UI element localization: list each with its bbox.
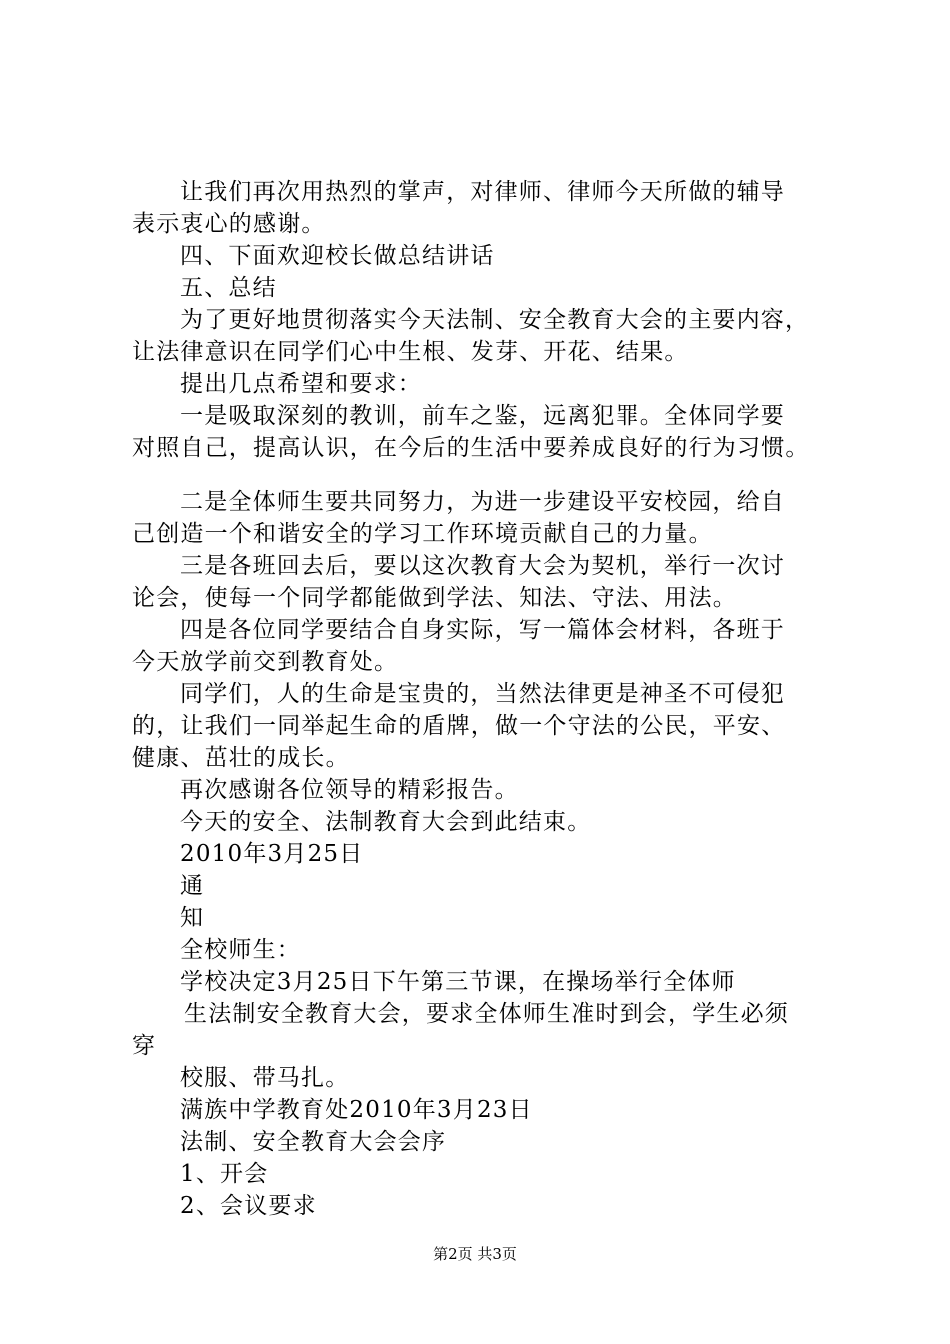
paragraph-line: 表示衷心的感谢。 (132, 211, 326, 237)
paragraph-line: 生法制安全教育大会，要求全体师生准时到会，学生必须 (184, 1001, 789, 1027)
notice-salutation: 全校师生： (180, 937, 301, 963)
paragraph-line: 四、下面欢迎校长做总结讲话 (180, 243, 495, 269)
paragraph-line: 三是各班回去后，要以这次教育大会为契机，举行一次讨 (180, 553, 785, 579)
paragraph-line: 四是各位同学要结合自身实际，写一篇体会材料，各班于 (180, 617, 785, 643)
paragraph-line: 二是全体师生要共同努力，为进一步建设平安校园，给自 (180, 489, 785, 515)
paragraph-line: 校服、带马扎。 (180, 1065, 350, 1091)
paragraph-line: 的，让我们一同举起生命的盾牌，做一个守法的公民，平安、 (132, 713, 786, 739)
paragraph-line: 学校决定3月25日下午第三节课，在操场举行全体师 (180, 969, 736, 995)
paragraph-line: 今天的安全、法制教育大会到此结束。 (180, 809, 592, 835)
section-heading: 法制、安全教育大会会序 (180, 1129, 447, 1155)
paragraph-line: 一是吸取深刻的教训，前车之鉴，远离犯罪。全体同学要 (180, 403, 785, 429)
paragraph-line: 健康、茁壮的成长。 (132, 745, 350, 771)
paragraph-line: 穿 (132, 1033, 157, 1059)
page-number-footer: 第2页 共3页 (433, 1245, 517, 1263)
list-item: 2、会议要求 (180, 1193, 317, 1219)
paragraph-line: 让我们再次用热烈的掌声，对律师、律师今天所做的辅导 (180, 179, 785, 205)
paragraph-line: 提出几点希望和要求： (180, 371, 422, 397)
paragraph-line: 己创造一个和谐安全的学习工作环境贡献自己的力量。 (132, 521, 713, 547)
date-line: 2010年3月25日 (180, 841, 364, 867)
paragraph-line: 同学们，人的生命是宝贵的，当然法律更是神圣不可侵犯 (180, 681, 785, 707)
paragraph-line: 今天放学前交到教育处。 (132, 649, 399, 675)
paragraph-line: 论会，使每一个同学都能做到学法、知法、守法、用法。 (132, 585, 737, 611)
list-item: 1、开会 (180, 1161, 269, 1187)
signature-line: 满族中学教育处2010年3月23日 (180, 1097, 533, 1123)
paragraph-line: 对照自己，提高认识，在今后的生活中要养成良好的行为习惯。 (132, 435, 810, 461)
notice-title-char: 知 (180, 905, 205, 931)
paragraph-line: 为了更好地贯彻落实今天法制、安全教育大会的主要内容， (180, 307, 810, 333)
paragraph-line: 让法律意识在同学们心中生根、发芽、开花、结果。 (132, 339, 689, 365)
paragraph-line: 五、总结 (180, 275, 277, 301)
paragraph-line: 再次感谢各位领导的精彩报告。 (180, 777, 519, 803)
notice-title-char: 通 (180, 873, 205, 899)
